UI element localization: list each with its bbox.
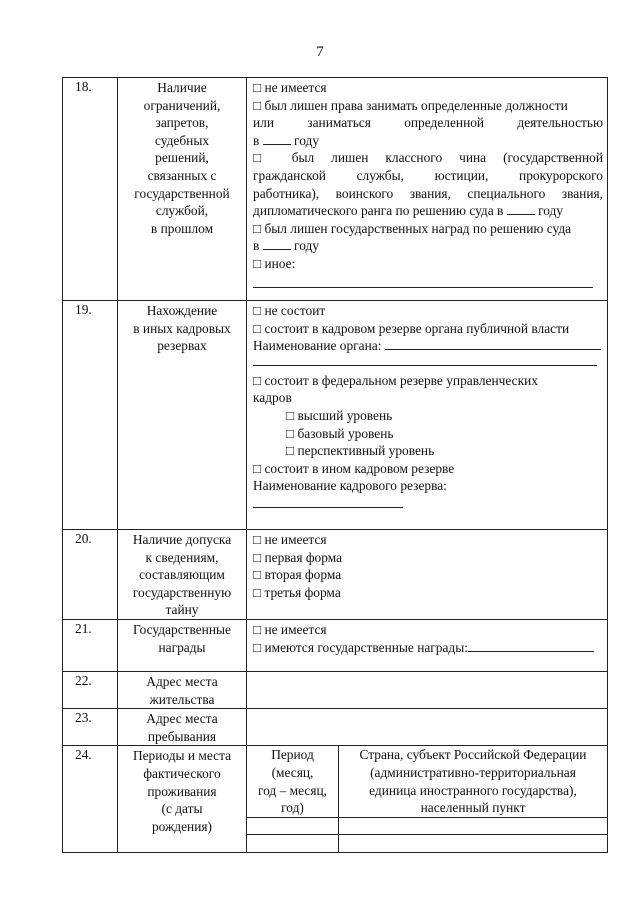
header-line: Период bbox=[271, 747, 314, 763]
option-text: дипломатического ранга по решению суда в bbox=[253, 203, 504, 219]
year-text: году bbox=[294, 132, 320, 148]
option-text: состоит в федеральном резерве управленческих bbox=[264, 372, 538, 388]
row-label bbox=[118, 619, 247, 671]
label-line: в иных кадровых bbox=[133, 320, 231, 336]
checkbox-icon[interactable]: □ bbox=[253, 255, 262, 271]
checkbox-icon[interactable]: □ bbox=[253, 460, 262, 476]
checkbox-icon[interactable]: □ bbox=[253, 150, 275, 166]
label-line: Наличие bbox=[157, 80, 207, 95]
table-row-24 bbox=[63, 746, 608, 853]
place-header bbox=[339, 746, 608, 817]
label-line: Адрес места bbox=[146, 673, 218, 689]
option-text: имеются государственные награды: bbox=[264, 639, 468, 655]
option-text: был лишен права занимать определенные должности bbox=[264, 97, 568, 113]
label-line: фактического bbox=[143, 765, 221, 781]
option-text: высший уровень bbox=[297, 407, 393, 423]
checkbox-icon[interactable]: □ bbox=[253, 532, 262, 547]
year-text: году bbox=[294, 238, 320, 254]
checkbox-icon[interactable]: □ bbox=[253, 97, 262, 113]
checkbox-icon[interactable]: □ bbox=[253, 80, 262, 95]
option-text: был лишен классного чина (государственной bbox=[291, 150, 603, 166]
label-line: запретов, bbox=[155, 115, 209, 131]
row-label bbox=[118, 709, 247, 746]
label-line: проживания bbox=[147, 783, 217, 799]
option-text: вторая форма bbox=[264, 567, 342, 583]
option-other-reserve[interactable] bbox=[253, 460, 603, 478]
in-text: в bbox=[253, 132, 260, 148]
reserve-name-label: Наименование кадрового резерва: bbox=[253, 478, 447, 494]
label-line: решений, bbox=[155, 150, 209, 166]
option-public-authority-reserve[interactable] bbox=[253, 320, 603, 338]
option-text: состоит в ином кадровом резерве bbox=[264, 460, 455, 476]
option-text: не имеется bbox=[264, 621, 327, 637]
option-text-cont: гражданской службы, юстиции, прокурорского bbox=[253, 167, 603, 183]
label-line: рождения) bbox=[151, 818, 213, 834]
header-line: единица иностранного государства), bbox=[369, 782, 577, 798]
option-text: не состоит bbox=[264, 303, 326, 318]
option-not-in-reserve[interactable] bbox=[253, 302, 603, 320]
label-line: государственную bbox=[132, 584, 232, 600]
label-line: ограничений, bbox=[143, 97, 221, 113]
period-cell[interactable] bbox=[247, 834, 339, 852]
label-line: государственной bbox=[134, 185, 230, 201]
checkbox-icon[interactable]: □ bbox=[253, 372, 262, 388]
org-name-input-cont[interactable] bbox=[253, 355, 597, 366]
option-none[interactable] bbox=[253, 621, 603, 639]
header-line: год) bbox=[281, 800, 304, 816]
header-line: (месяц, bbox=[271, 764, 314, 780]
year-blank[interactable] bbox=[263, 132, 291, 145]
year-line bbox=[253, 237, 603, 255]
label-line: Нахождение bbox=[146, 303, 218, 318]
label-line: к сведениям, bbox=[145, 549, 219, 565]
label-line: Периоды и места bbox=[132, 748, 232, 764]
option-none[interactable] bbox=[253, 531, 603, 549]
table-row-21 bbox=[63, 619, 608, 671]
option-federal-reserve[interactable] bbox=[253, 372, 603, 390]
option-form-3[interactable] bbox=[253, 584, 603, 602]
residence-address-field[interactable] bbox=[247, 671, 608, 708]
option-deprived-awards[interactable] bbox=[253, 220, 603, 238]
checkbox-icon[interactable]: □ bbox=[253, 567, 262, 583]
option-text: третья форма bbox=[264, 584, 341, 600]
option-form-1[interactable] bbox=[253, 549, 603, 567]
in-text: в bbox=[253, 238, 260, 254]
year-blank[interactable] bbox=[507, 202, 535, 215]
table-row-18 bbox=[63, 78, 608, 301]
table-row-23 bbox=[63, 709, 608, 746]
page-number: 7 bbox=[316, 44, 324, 60]
year-line bbox=[253, 132, 603, 150]
option-text: первая форма bbox=[264, 549, 343, 565]
row-content bbox=[247, 619, 608, 671]
year-text: году bbox=[538, 203, 564, 219]
label-line: (с даты bbox=[161, 801, 203, 817]
row-number: 18. bbox=[63, 78, 118, 301]
row-label bbox=[118, 671, 247, 708]
label-line: Адрес места bbox=[146, 711, 218, 727]
reserve-name-input[interactable] bbox=[253, 495, 403, 508]
checkbox-icon[interactable]: □ bbox=[253, 621, 262, 637]
period-cell[interactable] bbox=[247, 817, 339, 834]
checkbox-icon[interactable]: □ bbox=[253, 220, 262, 236]
label-line: службой, bbox=[155, 203, 209, 219]
option-text-cont: или заниматься определенной деятельностью bbox=[253, 115, 603, 131]
header-line: год – месяц, bbox=[257, 782, 328, 798]
label-line: пребывания bbox=[147, 728, 217, 744]
row-content bbox=[247, 530, 608, 620]
label-line: в прошлом bbox=[150, 220, 214, 236]
option-text: не имеется bbox=[264, 532, 327, 547]
option-text: состоит в кадровом резерве органа публичной власти bbox=[264, 320, 570, 336]
table-row bbox=[247, 834, 607, 852]
checkbox-icon[interactable]: □ bbox=[253, 584, 262, 600]
option-text-cont bbox=[253, 202, 603, 220]
option-text-cont: работника), воинского звания, специального звания, bbox=[253, 185, 603, 201]
inner-header-row bbox=[247, 746, 607, 817]
option-text: иное: bbox=[264, 255, 296, 271]
checkbox-icon[interactable]: □ bbox=[253, 639, 262, 655]
row-label bbox=[118, 301, 247, 530]
level-basic[interactable] bbox=[253, 425, 603, 443]
option-has-awards[interactable] bbox=[253, 639, 603, 657]
checkbox-icon[interactable]: □ bbox=[253, 303, 262, 318]
row-number: 19. bbox=[63, 301, 118, 530]
checkbox-icon[interactable]: □ bbox=[253, 320, 262, 336]
table-row bbox=[247, 817, 607, 834]
row-content bbox=[247, 301, 608, 530]
table-row-20 bbox=[63, 530, 608, 620]
header-line: (административно-территориальная bbox=[370, 764, 576, 780]
label-line: составляющим bbox=[139, 567, 225, 583]
header-line: Страна, субъект Российской Федерации bbox=[359, 747, 587, 763]
option-other[interactable] bbox=[253, 255, 603, 273]
other-input-line[interactable] bbox=[253, 273, 593, 288]
year-blank[interactable] bbox=[263, 237, 291, 250]
checkbox-icon[interactable]: □ bbox=[286, 443, 295, 459]
stay-address-field[interactable] bbox=[247, 709, 608, 746]
table-row-22 bbox=[63, 671, 608, 708]
option-deprived-position[interactable] bbox=[253, 97, 603, 115]
row-number: 21. bbox=[63, 619, 118, 671]
residence-periods-table bbox=[247, 746, 607, 852]
row-label bbox=[118, 746, 247, 853]
label-line: Наличие допуска bbox=[132, 532, 232, 547]
label-line: судебных bbox=[154, 132, 210, 148]
option-deprived-rank[interactable] bbox=[253, 149, 603, 167]
checkbox-icon[interactable]: □ bbox=[286, 407, 295, 423]
level-prospective[interactable] bbox=[253, 442, 603, 460]
option-none[interactable] bbox=[253, 79, 603, 97]
row-number: 24. bbox=[63, 746, 118, 853]
row-label bbox=[118, 530, 247, 620]
checkbox-icon[interactable]: □ bbox=[253, 549, 262, 565]
awards-input[interactable] bbox=[468, 639, 594, 652]
row-label bbox=[118, 78, 247, 301]
place-cell[interactable] bbox=[339, 834, 608, 852]
table-row-19 bbox=[63, 301, 608, 530]
header-line: населенный пункт bbox=[420, 800, 526, 816]
option-text: базовый уровень bbox=[297, 425, 394, 441]
label-line: тайну bbox=[165, 602, 199, 618]
label-line: Государственные bbox=[133, 621, 231, 637]
label-line: награды bbox=[158, 639, 206, 655]
row-number: 23. bbox=[63, 709, 118, 746]
org-name-line bbox=[253, 337, 603, 355]
option-text-cont: кадров bbox=[253, 390, 292, 406]
label-line: связанных с bbox=[147, 167, 217, 183]
option-text: был лишен государственных наград по решению суда bbox=[264, 220, 572, 236]
period-header bbox=[247, 746, 339, 817]
row-number: 20. bbox=[63, 530, 118, 620]
option-text: перспективный уровень bbox=[297, 443, 435, 459]
option-text: не имеется bbox=[264, 80, 327, 95]
row-number: 22. bbox=[63, 671, 118, 708]
row-content bbox=[247, 78, 608, 301]
row-content bbox=[247, 746, 608, 853]
place-cell[interactable] bbox=[339, 817, 608, 834]
level-highest[interactable] bbox=[253, 407, 603, 425]
questionnaire-table bbox=[62, 77, 608, 853]
label-line: жительства bbox=[149, 691, 215, 707]
option-form-2[interactable] bbox=[253, 566, 603, 584]
checkbox-icon[interactable]: □ bbox=[286, 425, 295, 441]
org-name-input[interactable] bbox=[385, 337, 601, 350]
org-name-label: Наименование органа: bbox=[253, 338, 382, 354]
label-line: резервах bbox=[157, 338, 207, 354]
